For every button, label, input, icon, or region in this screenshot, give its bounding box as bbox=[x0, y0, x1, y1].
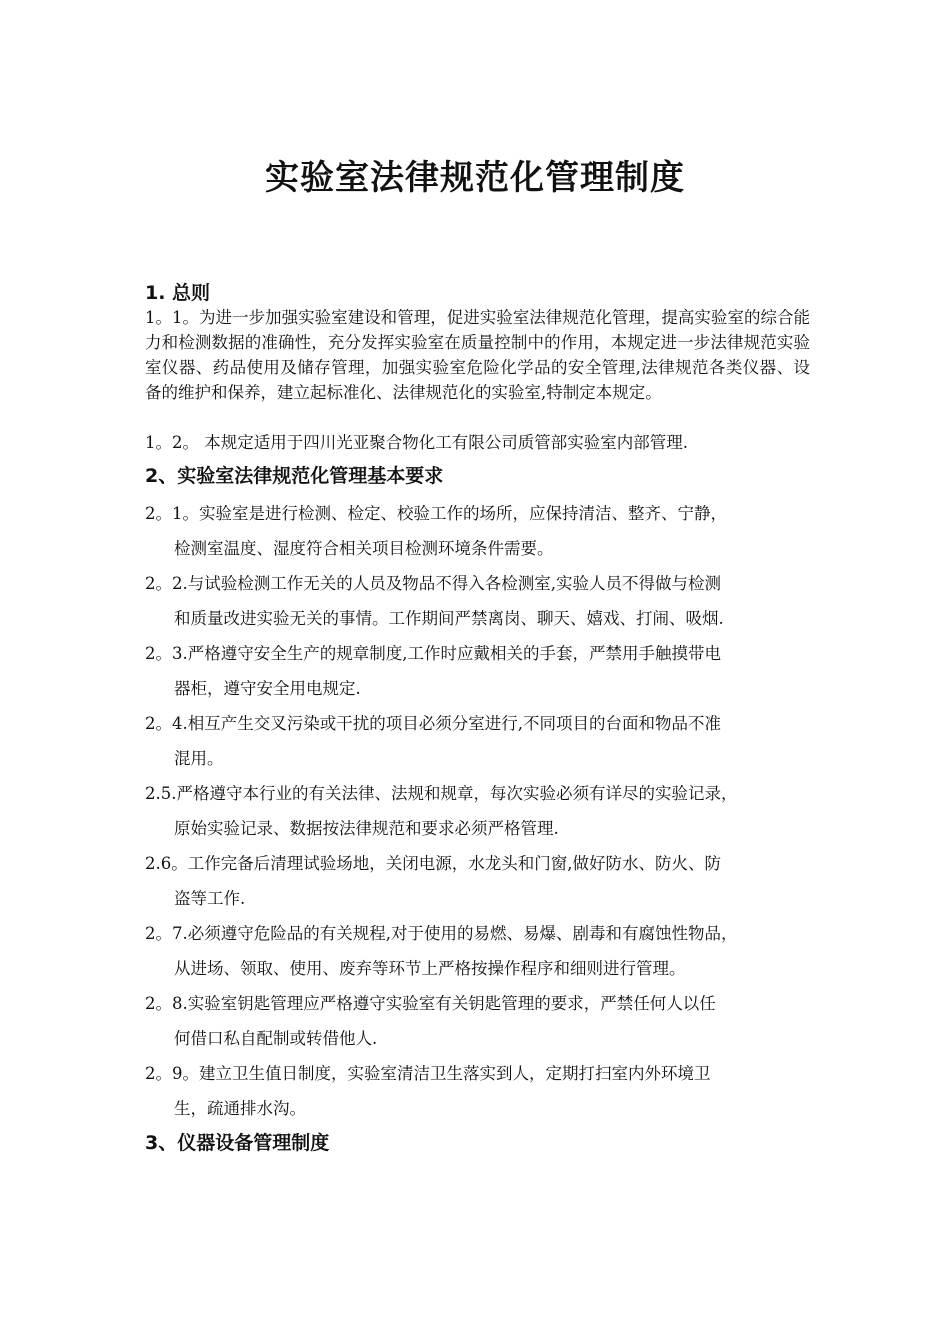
list-item-line-1: 2。1。实验室是进行检测、检定、校验工作的场所，应保持清洁、整齐、宁静， bbox=[145, 504, 727, 523]
list-item-line-1: 2.6。工作完备后清理试验场地，关闭电源，水龙头和门窗,做好防水、防火、防 bbox=[145, 854, 721, 873]
list-item-line-2: 从进场、领取、使用、废弃等环节上严格按操作程序和细则进行管理。 bbox=[174, 959, 686, 978]
list-item bbox=[145, 776, 825, 846]
section-2-heading: 2、实验室法律规范化管理基本要求 bbox=[145, 465, 444, 487]
list-item bbox=[145, 916, 825, 986]
list-item bbox=[145, 706, 825, 776]
list-item bbox=[145, 986, 825, 1056]
list-item-line-1: 2.5.严格遵守本行业的有关法律、法规和规章，每次实验必须有详尽的实验记录， bbox=[145, 784, 738, 803]
section-3-heading: 3、仪器设备管理制度 bbox=[145, 1132, 330, 1154]
list-item-line-1: 2。2.与试验检测工作无关的人员及物品不得入各检测室,实验人员不得做与检测 bbox=[145, 574, 721, 593]
list-item-line-1: 2。8.实验室钥匙管理应严格遵守实验室有关钥匙管理的要求，严禁任何人以任 bbox=[145, 994, 716, 1013]
list-item-line-1: 2。9。建立卫生值日制度，实验室清洁卫生落实到人，定期打扫室内外环境卫 bbox=[145, 1064, 711, 1083]
section-1-heading: 1. 总则 bbox=[145, 282, 211, 304]
section-1-paragraph-1: 1。1。为进一步加强实验室建设和管理，促进实验室法律规范化管理，提高实验室的综合能力和检测数据的准确性，充分发挥实验室在质量控制中的作用，本规定进一步法律规范实验室仪器、药品使用及储存管理，加强实验室危险化学品的安全管理,法律规范各类仪器、设备的维护和保养，建立起标准化、法律规范化的实验室,特制定本规定。 bbox=[145, 308, 810, 402]
list-item bbox=[145, 566, 825, 636]
list-item-line-2: 何借口私自配制或转借他人. bbox=[174, 1029, 378, 1048]
list-item bbox=[145, 846, 825, 916]
list-item-line-2: 原始实验记录、数据按法律规范和要求必须严格管理. bbox=[174, 819, 559, 838]
list-item bbox=[145, 636, 825, 706]
page-title: 实验室法律规范化管理制度 bbox=[265, 158, 685, 198]
list-item-line-2: 生，疏通排水沟。 bbox=[174, 1099, 306, 1118]
section-1-paragraph-2: 1。2。 本规定适用于四川光亚聚合物化工有限公司质管部实验室内部管理. bbox=[145, 433, 688, 452]
list-item-line-2: 混用。 bbox=[174, 749, 224, 768]
list-item bbox=[145, 1056, 825, 1126]
list-item bbox=[145, 496, 825, 566]
list-item-line-2: 检测室温度、湿度符合相关项目检测环境条件需要。 bbox=[174, 539, 554, 558]
list-item-line-2: 和质量改进实验无关的事情。工作期间严禁离岗、聊天、嬉戏、打闹、吸烟. bbox=[174, 609, 724, 628]
list-item-line-1: 2。7.必须遵守危险品的有关规程,对于使用的易燃、易爆、剧毒和有腐蚀性物品， bbox=[145, 924, 738, 943]
list-item-line-2: 盗等工作. bbox=[174, 889, 246, 908]
list-item-line-2: 器柜，遵守安全用电规定. bbox=[174, 679, 361, 698]
list-item-line-1: 2。4.相互产生交叉污染或干扰的项目必须分室进行,不同项目的台面和物品不准 bbox=[145, 714, 721, 733]
list-item-line-1: 2。3.严格遵守安全生产的规章制度,工作时应戴相关的手套，严禁用手触摸带电 bbox=[145, 644, 721, 663]
